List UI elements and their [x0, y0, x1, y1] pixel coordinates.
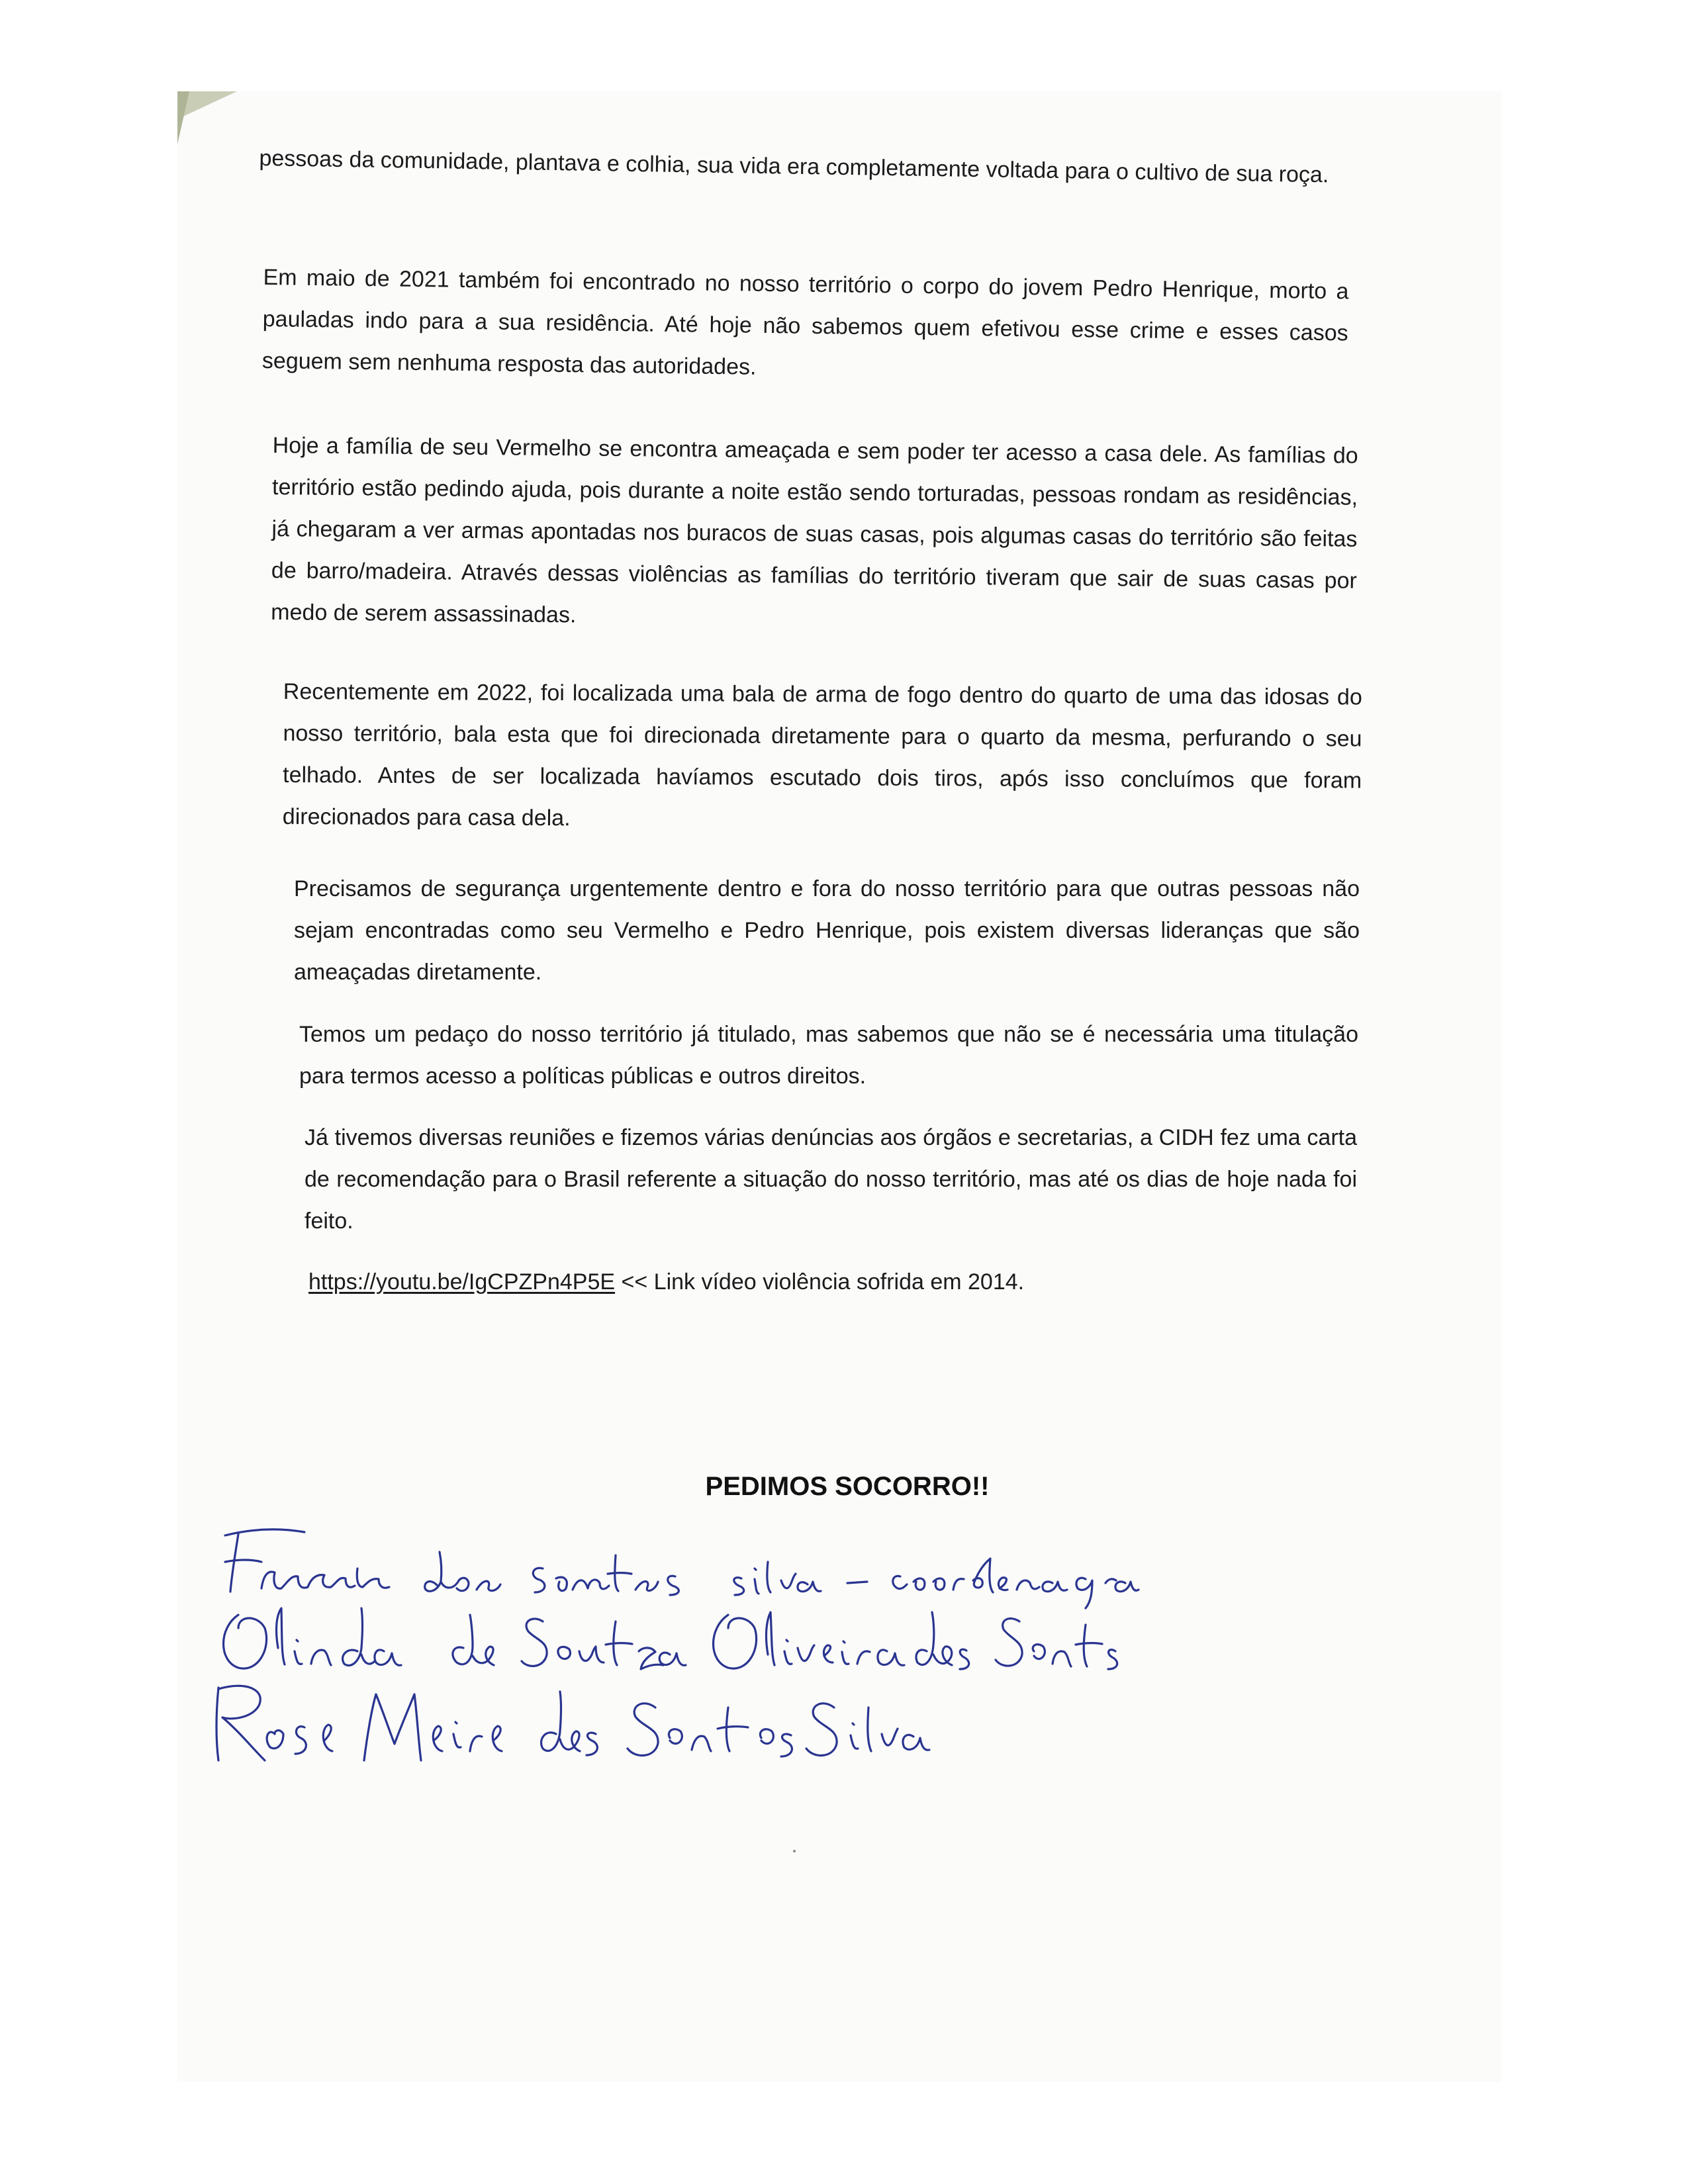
paragraph-familia-vermelho: Hoje a família de seu Vermelho se encontra ameaçada e sem poder ter acesso a casa dele. As famílias do território estão pedindo ajuda, pois durante a noite estão sendo torturadas, pessoas rondam as residências, já chegaram a ver armas apontadas nos buracos de suas casas, pois algumas casas do território são feitas de barro/madeira. Através dessas violências as famílias do território tiveram que sair de suas casas por medo de serem assassinadas.: [271, 432, 1358, 628]
paragraph-pedro-henrique: Em maio de 2021 também foi encontrado no nosso território o corpo do jovem Pedro Henrique, morto a pauladas indo para a sua residência. Até hoje não sabemos quem efetivou esse crime e esses casos seguem sem nenhuma resposta das autoridades.: [261, 264, 1349, 380]
video-link-line: [308, 1261, 1361, 1303]
video-link-caption: << Link vídeo violência sofrida em 2014.: [615, 1269, 1025, 1295]
signature-2: [224, 1608, 1117, 1669]
paragraph-roca: pessoas da comunidade, plantava e colhia, sua vida era completamente voltada para o cultivo de sua roça.: [259, 145, 1329, 188]
page-heading: PEDIMOS SOCORRO!!: [705, 1472, 990, 1501]
folded-corner-shadow: [177, 91, 189, 144]
paragraph-titulacao: Temos um pedaço do nosso território já titulado, mas sabemos que não se é necessária uma titulação para termos acesso a políticas públicas e outros direitos.: [299, 1022, 1358, 1089]
paragraph-denuncias: Já tivemos diversas reuniões e fizemos várias denúncias aos órgãos e secretarias, a CIDH fez uma carta de recomendação para o Brasil referente a situação do nosso território, mas até os dias de hoje nada foi feito.: [305, 1125, 1357, 1234]
stray-mark: [793, 1850, 796, 1852]
paragraph-bala-2022: Recentemente em 2022, foi localizada uma bala de arma de fogo dentro do quarto de uma das idosas do nosso território, bala esta que foi direcionada diretamente para o quarto da mesma, perfurando o seu telhado. Antes de ser localizada havíamos escutado dois tiros, após isso concluímos que foram direcionados para casa dela.: [282, 678, 1362, 831]
video-link[interactable]: https://youtu.be/IgCPZPn4P5E: [308, 1269, 616, 1295]
paragraph-seguranca: Precisamos de segurança urgentemente dentro e fora do nosso território para que outras pessoas não sejam encontradas como seu Vermelho e Pedro Henrique, pois existem diversas lideranças que são ameaçadas diretamente.: [294, 876, 1360, 985]
handwritten-signatures: [199, 1516, 1258, 1780]
signature-1: [225, 1529, 1139, 1608]
signature-3: [216, 1686, 929, 1760]
